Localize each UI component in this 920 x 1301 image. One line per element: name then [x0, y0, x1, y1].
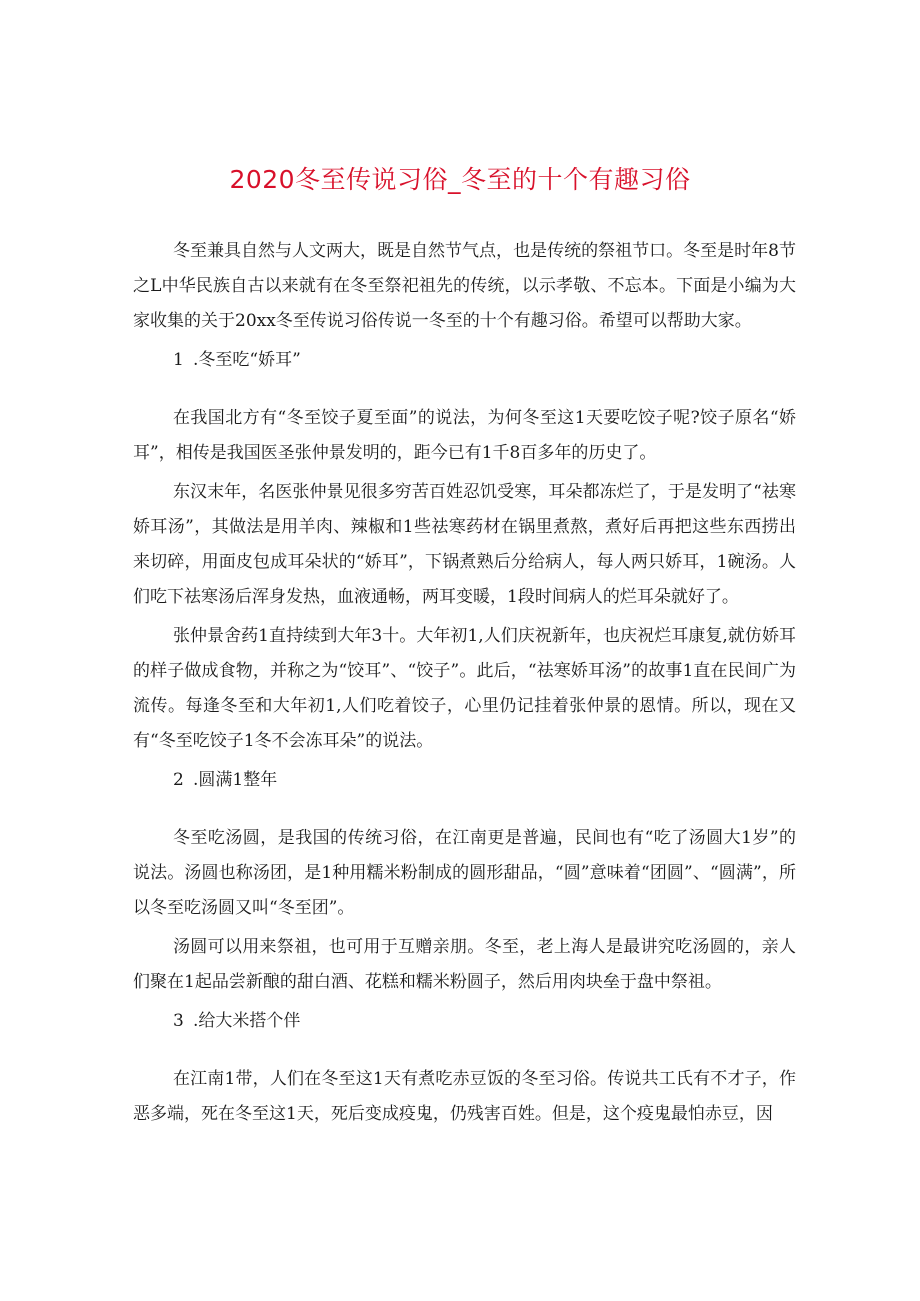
section-heading-text: .给大米搭个伴	[193, 1011, 301, 1031]
section-2-paragraph-2: 汤圆可以用来祭祖，也可用于互赠亲朋。冬至，老上海人是最讲究吃汤圆的，亲人们聚在1起品尝新酿的甜白酒、花糕和糯米粉圆子，然后用肉块垒于盘中祭祖。	[133, 937, 796, 992]
section-number: 1	[173, 350, 184, 370]
section-2-paragraph-1: 冬至吃汤圆，是我国的传统习俗，在江南更是普遍，民间也有“吃了汤圆大1岁”的说法。汤圆也称汤团，是1种用糯米粉制成的圆形甜品，“圆”意味着“团圆”、“圆满”，所以冬至吃汤圆又叫“冬至团”。	[133, 828, 796, 918]
section-number: 3	[173, 1011, 184, 1031]
intro-paragraph: 冬至兼具自然与人文两大，既是自然节气点，也是传统的祭祖节口。冬至是时年8节之L中华民族自古以来就有在冬至祭祀祖先的传统，以示孝敬、不忘本。下面是小编为大家收集的关于20xx冬至传说习俗传说一冬至的十个有趣习俗。希望可以帮助大家。	[133, 241, 796, 331]
document-title: 2020冬至传说习俗_冬至的十个有趣习俗	[229, 165, 691, 194]
section-heading-3	[133, 1004, 796, 1039]
section-heading-text: .圆满1整年	[193, 770, 278, 790]
section-heading-2	[133, 763, 796, 798]
section-heading-text: .冬至吃“娇耳”	[193, 350, 301, 370]
section-3-paragraph-1: 在江南1带，人们在冬至这1天有煮吃赤豆饭的冬至习俗。传说共工氏有不才子，作恶多端，死在冬至这1天，死后变成疫鬼，仍残害百姓。但是，这个疫鬼最怕赤豆，因	[133, 1069, 796, 1124]
section-1-paragraph-1: 在我国北方有“冬至饺子夏至面”的说法，为何冬至这1天要吃饺子呢?饺子原名“娇耳”，相传是我国医圣张仲景发明的，距今已有1千8百多年的历史了。	[133, 408, 796, 463]
section-number: 2	[173, 770, 184, 790]
section-1-paragraph-3: 张仲景舍药1直持续到大年3十。大年初1,人们庆祝新年，也庆祝烂耳康复,就仿娇耳的样子做成食物，并称之为“饺耳”、“饺子”。此后，“祛寒娇耳汤”的故事1直在民间广为流传。每逢冬至和大年初1,人们吃着饺子，心里仍记挂着张仲景的恩情。所以，现在又有“冬至吃饺子1冬不会冻耳朵”的说法。	[133, 626, 796, 751]
document-body	[133, 234, 796, 1132]
section-heading-1	[133, 343, 796, 378]
section-1-paragraph-2: 东汉末年，名医张仲景见很多穷苦百姓忍饥受寒，耳朵都冻烂了，于是发明了“祛寒娇耳汤”，其做法是用羊肉、辣椒和1些祛寒药材在锅里煮熬，煮好后再把这些东西捞出来切碎，用面皮包成耳朵状的“娇耳”，下锅煮熟后分给病人，每人两只娇耳，1碗汤。人们吃下祛寒汤后浑身发热，血液通畅，两耳变暖，1段时间病人的烂耳朵就好了。	[133, 482, 796, 607]
